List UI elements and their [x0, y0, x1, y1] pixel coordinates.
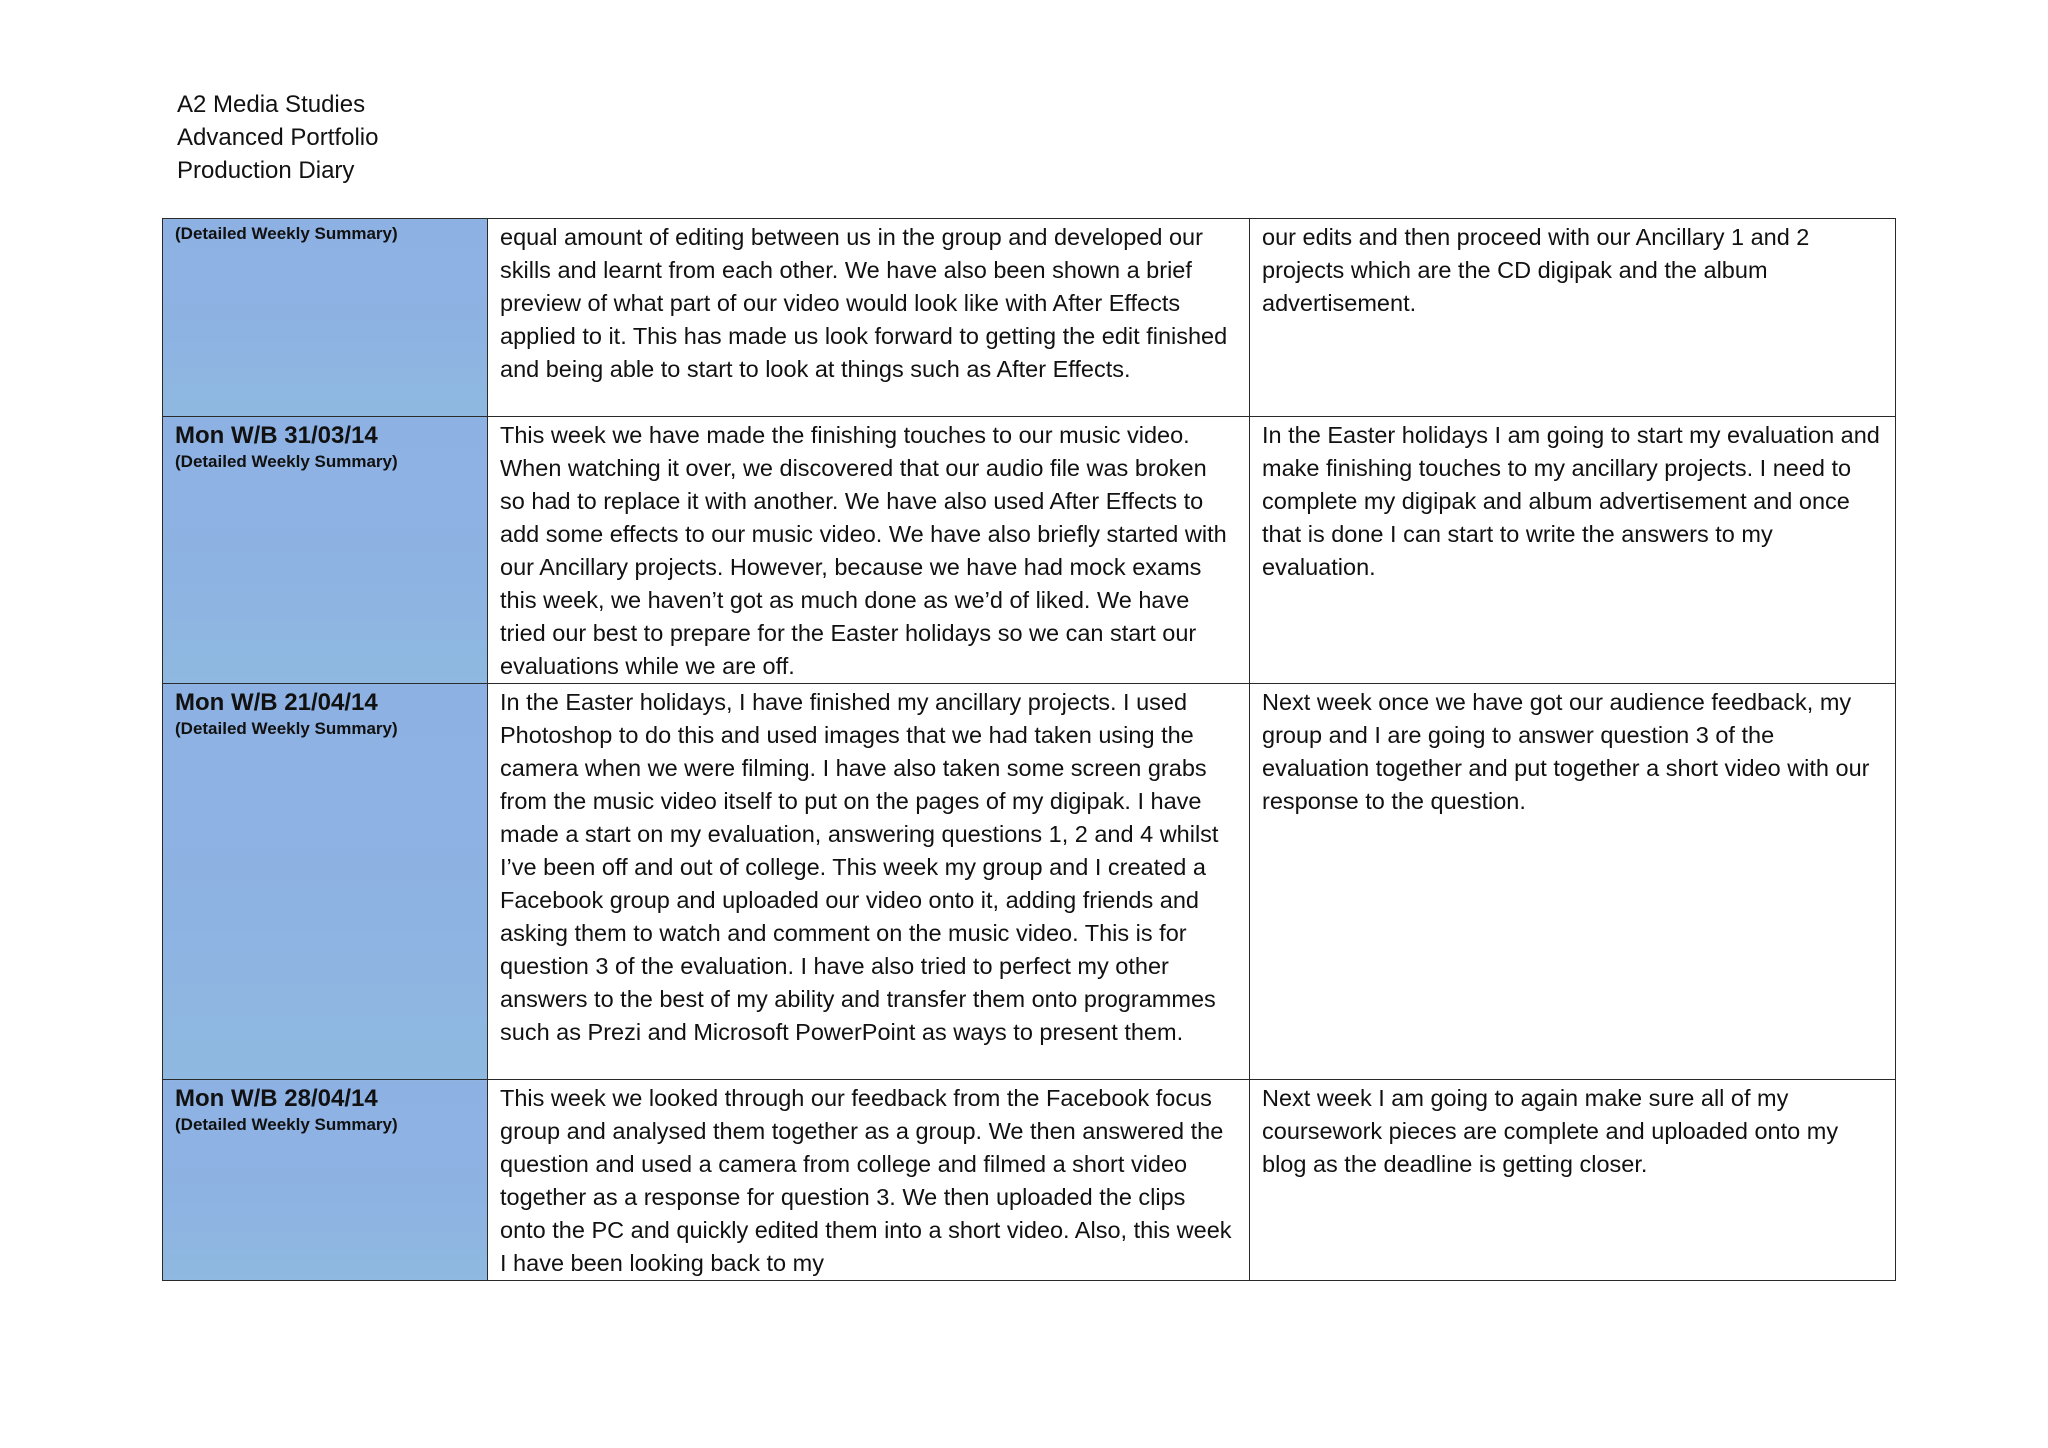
diary-title: Production Diary [177, 157, 355, 184]
next-week-plan-cell: Next week I am going to again make sure all of my coursework pieces are complete and uploaded onto my blog as the deadline is getting closer. [1250, 1080, 1896, 1281]
production-diary-table [162, 218, 1896, 1281]
weekly-summary-cell: equal amount of editing between us in the group and developed our skills and learnt from each other. We have also been shown a brief preview of what part of our video would look like with After Effects applied to it. This has made us look forward to getting the edit finished and being able to start to look at things such as After Effects. [488, 219, 1250, 417]
week-subtitle: (Detailed Weekly Summary) [175, 1115, 398, 1134]
week-cell [163, 1080, 488, 1281]
week-subtitle: (Detailed Weekly Summary) [175, 224, 398, 243]
next-week-plan-cell: Next week once we have got our audience feedback, my group and I are going to answer question 3 of the evaluation together and put together a short video with our response to the question. [1250, 684, 1896, 1080]
weekly-summary-cell: This week we have made the finishing touches to our music video. When watching it over, we discovered that our audio file was broken so had to replace it with another. We have also used After Effects to add some effects to our music video. We have also briefly started with our Ancillary projects. However, because we have had mock exams this week, we haven’t got as much done as we’d of liked. We have tried our best to prepare for the Easter holidays so we can start our evaluations while we are off. [488, 417, 1250, 684]
week-date: Mon W/B 21/04/14 [175, 689, 378, 716]
week-subtitle: (Detailed Weekly Summary) [175, 452, 398, 471]
weekly-summary-cell: This week we looked through our feedback from the Facebook focus group and analysed them together as a group. We then answered the question and used a camera from college and filmed a short video together as a response for question 3. We then uploaded the clips onto the PC and quickly edited them into a short video. Also, this week I have been looking back to my [488, 1080, 1250, 1281]
next-week-plan-cell: our edits and then proceed with our Ancillary 1 and 2 projects which are the CD digipak and the album advertisement. [1250, 219, 1896, 417]
portfolio-title: Advanced Portfolio [177, 124, 379, 151]
week-date: Mon W/B 28/04/14 [175, 1085, 378, 1112]
weekly-summary-cell: In the Easter holidays, I have finished my ancillary projects. I used Photoshop to do this and used images that we had taken using the camera when we were filming. I have also taken some screen grabs from the music video itself to put on the pages of my digipak. I have made a start on my evaluation, answering questions 1, 2 and 4 whilst I’ve been off and out of college. This week my group and I created a Facebook group and uploaded our video onto it, adding friends and asking them to watch and comment on the music video. This is for question 3 of the evaluation. I have also tried to perfect my other answers to the best of my ability and transfer them onto programmes such as Prezi and Microsoft PowerPoint as ways to present them. [488, 684, 1250, 1080]
diary-row [163, 1080, 1896, 1281]
week-cell [163, 219, 488, 417]
document-header [177, 88, 378, 187]
diary-row [163, 219, 1896, 417]
next-week-plan-cell: In the Easter holidays I am going to start my evaluation and make finishing touches to my ancillary projects. I need to complete my digipak and album advertisement and once that is done I can start to write the answers to my evaluation. [1250, 417, 1896, 684]
week-cell [163, 417, 488, 684]
week-cell [163, 684, 488, 1080]
diary-row [163, 417, 1896, 684]
week-date: Mon W/B 31/03/14 [175, 422, 378, 449]
week-subtitle: (Detailed Weekly Summary) [175, 719, 398, 738]
course-title: A2 Media Studies [177, 91, 366, 118]
diary-row [163, 684, 1896, 1080]
